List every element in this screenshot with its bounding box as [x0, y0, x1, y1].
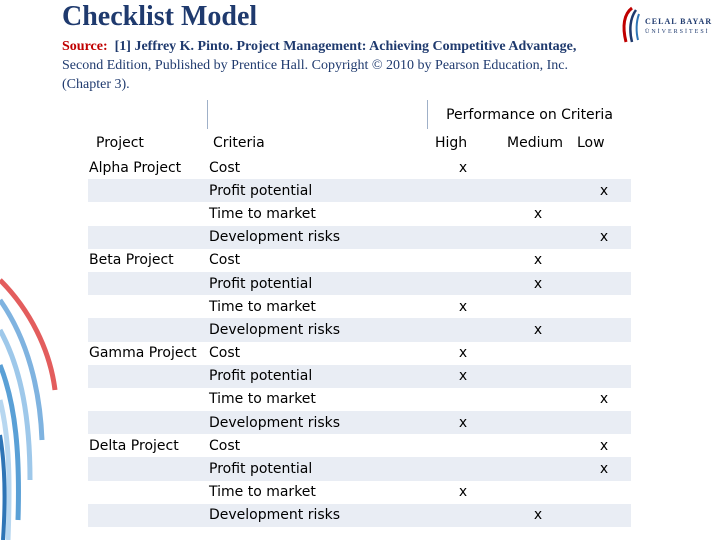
criterion-cell: Time to market: [209, 484, 316, 501]
rating-high-cell: [427, 388, 499, 411]
project-cell: Gamma Project: [89, 345, 197, 362]
criterion-cell: Profit potential: [207, 179, 427, 202]
project-cell: [88, 411, 207, 434]
rating-high-cell: [427, 272, 499, 295]
criterion-cell: Development risks: [207, 318, 427, 341]
project-cell: [88, 365, 207, 388]
rating-mark: x: [499, 318, 577, 341]
rating-medium-cell: [499, 226, 577, 249]
slide-title: Checklist Model: [62, 1, 258, 32]
column-header-medium: Medium: [507, 134, 563, 151]
column-header-project: Project: [96, 134, 144, 151]
rating-high-cell: [427, 457, 499, 480]
project-cell: [88, 504, 207, 527]
rating-medium-cell: [499, 388, 577, 411]
criterion-cell: Cost: [209, 437, 241, 454]
rating-medium-cell: [499, 457, 577, 480]
rating-medium-cell: [499, 365, 577, 388]
rating-mark: x: [577, 226, 631, 249]
project-cell: [88, 226, 207, 249]
rating-mark: x: [427, 411, 499, 434]
rating-low-cell: [577, 365, 631, 388]
performance-group-header: Performance on Criteria: [427, 100, 631, 129]
rating-low-cell: [577, 249, 631, 272]
rating-low-cell: [577, 342, 631, 365]
project-cell: [88, 272, 207, 295]
criterion-cell: Profit potential: [207, 365, 427, 388]
project-cell: [88, 388, 207, 411]
rating-low-cell: [577, 318, 631, 341]
rating-low-cell: [577, 202, 631, 225]
project-cell: Delta Project: [89, 437, 179, 454]
criterion-cell: Cost: [209, 252, 241, 269]
column-header-criteria: Criteria: [213, 134, 265, 151]
criterion-cell: Development risks: [207, 504, 427, 527]
rating-high-cell: [427, 179, 499, 202]
project-cell: [88, 179, 207, 202]
criterion-cell: Cost: [209, 159, 241, 176]
logo-subtitle: ÜNİVERSİTESİ: [645, 29, 710, 35]
rating-mark: x: [499, 504, 577, 527]
criterion-cell: Cost: [209, 345, 241, 362]
source-citation: [62, 37, 687, 94]
source-lead: Source:: [62, 39, 108, 54]
criterion-cell: Time to market: [209, 298, 316, 315]
rating-mark: x: [458, 159, 468, 176]
rating-low-cell: [577, 295, 631, 318]
criterion-cell: Development risks: [207, 411, 427, 434]
rating-high-cell: [427, 202, 499, 225]
rating-mark: x: [599, 437, 609, 454]
rating-low-cell: [577, 504, 631, 527]
criterion-cell: Time to market: [209, 205, 316, 222]
rating-mark: x: [458, 484, 468, 501]
column-header-low: Low: [577, 134, 605, 151]
source-line-2: Second Edition, Published by Prentice Hall. Copyright © 2010 by Pearson Education, Inc.: [62, 58, 569, 73]
header-blank: [207, 100, 427, 129]
rating-high-cell: [427, 226, 499, 249]
rating-high-cell: [427, 249, 499, 272]
rating-low-cell: [577, 481, 631, 504]
rating-medium-cell: [499, 342, 577, 365]
rating-mark: x: [458, 345, 468, 362]
rating-medium-cell: [499, 295, 577, 318]
rating-mark: x: [427, 365, 499, 388]
header-blank: [88, 100, 207, 129]
rating-high-cell: [427, 434, 499, 457]
source-line-3: (Chapter 3).: [62, 77, 130, 92]
rating-mark: x: [533, 252, 543, 269]
rating-mark: x: [599, 391, 609, 408]
logo-name: CELAL BAYAR: [645, 17, 713, 26]
criterion-cell: Development risks: [207, 226, 427, 249]
column-header-high: High: [435, 134, 468, 151]
rating-mark: x: [458, 298, 468, 315]
criterion-cell: Profit potential: [207, 457, 427, 480]
project-cell: [88, 202, 207, 225]
rating-mark: x: [577, 457, 631, 480]
rating-medium-cell: [499, 411, 577, 434]
decorative-swoosh: [0, 270, 70, 540]
rating-mark: x: [577, 179, 631, 202]
source-line-1: [1] Jeffrey K. Pinto. Project Management: Achieving Competitive Advantage,: [114, 39, 577, 54]
project-cell: Alpha Project: [89, 159, 182, 176]
rating-low-cell: [577, 272, 631, 295]
project-cell: [88, 457, 207, 480]
rating-medium-cell: [499, 179, 577, 202]
criterion-cell: Time to market: [209, 391, 316, 408]
rating-low-cell: [577, 156, 631, 179]
rating-high-cell: [427, 504, 499, 527]
rating-low-cell: [577, 411, 631, 434]
project-cell: Beta Project: [89, 252, 174, 269]
criterion-cell: Profit potential: [207, 272, 427, 295]
checklist-table: [88, 100, 631, 527]
project-cell: [88, 318, 207, 341]
rating-mark: x: [533, 205, 543, 222]
rating-medium-cell: [499, 156, 577, 179]
rating-mark: x: [499, 272, 577, 295]
rating-medium-cell: [499, 481, 577, 504]
rating-medium-cell: [499, 434, 577, 457]
project-cell: [88, 481, 207, 504]
rating-high-cell: [427, 318, 499, 341]
project-cell: [88, 295, 207, 318]
